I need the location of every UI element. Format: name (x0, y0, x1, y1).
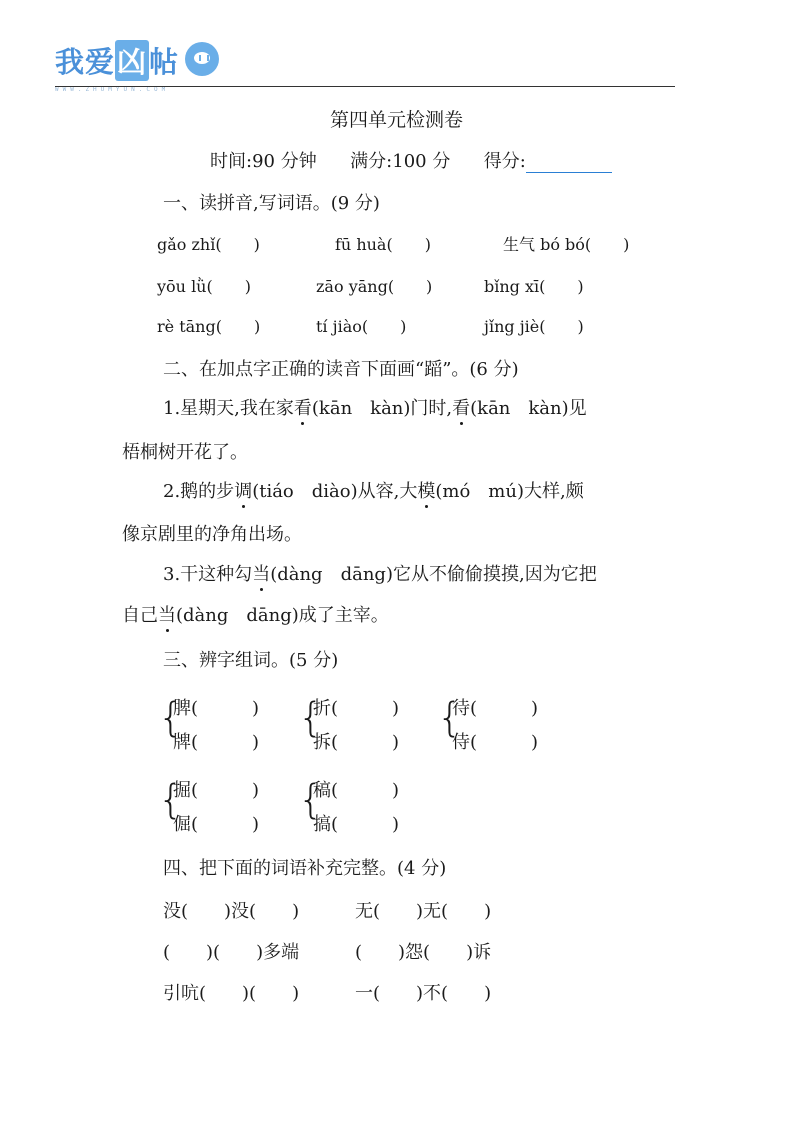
logo-text-c: 帖 (149, 45, 180, 79)
text: 2.鹅的步 (163, 481, 235, 502)
idiom-item: 没( )没( ) (163, 901, 300, 922)
char-group-item: 牌( ) (173, 732, 260, 753)
pinyin-item: rè tāng( ) (157, 317, 261, 336)
text: 自己 (122, 605, 158, 626)
pinyin-item: 生气 bó bó( ) (503, 235, 630, 254)
char-group-item: 折( ) (313, 698, 400, 719)
idiom-item: 一( )不( ) (355, 983, 492, 1004)
char-group-item: 掘( ) (173, 780, 260, 801)
char-group-item: 拆( ) (313, 732, 400, 753)
logo-text-b: 凶 (115, 40, 149, 81)
question-2-3-line-2 (122, 601, 389, 627)
char-group-item: 搞( ) (313, 814, 400, 835)
brace-icon: { (158, 777, 184, 823)
full-score-label: 满分:100 分 (350, 151, 451, 172)
exam-meta (210, 147, 612, 173)
idiom-item: 引吭( )( ) (163, 983, 300, 1004)
logo-url: WWW.ZHUMYUN.COM (55, 86, 170, 93)
text: (kān kàn)见 (470, 398, 587, 419)
header-divider (55, 86, 675, 87)
question-2-1-line-1 (163, 394, 587, 420)
dotted-char: 看 (452, 398, 471, 419)
pinyin-item: jǐng jiè( ) (484, 317, 584, 336)
brace-icon: { (298, 695, 324, 741)
text: 1.星期天,我在家 (163, 398, 294, 419)
pinyin-item: zāo yāng( ) (316, 277, 433, 296)
text: (tiáo diào)从容,大 (252, 481, 418, 502)
brace-icon: { (298, 777, 324, 823)
char-group-item: 待( ) (452, 698, 539, 719)
pinyin-item: gǎo zhǐ( ) (157, 235, 260, 254)
text: (mó mú)大样,颇 (435, 481, 584, 502)
logo-chat-icon (185, 42, 219, 76)
score-blank[interactable] (526, 152, 612, 173)
page-title: 第四单元检测卷 (329, 109, 463, 131)
section-2-heading: 二、在加点字正确的读音下面画“𨂻”。(6 分) (163, 359, 519, 380)
dotted-char: 看 (293, 398, 312, 419)
char-group-item: 脾( ) (173, 698, 260, 719)
dotted-char: 模 (417, 481, 436, 502)
question-2-3-line-1 (163, 560, 597, 586)
dotted-char: 调 (234, 481, 253, 502)
section-1-heading: 一、读拼音,写词语。(9 分) (163, 193, 380, 214)
pinyin-item: fū huà( ) (335, 235, 431, 254)
pinyin-item: tí jiào( ) (316, 317, 407, 336)
dotted-char: 当 (158, 605, 176, 626)
text: (dàng dāng)它从不偷偷摸摸,因为它把 (270, 564, 597, 585)
idiom-item: 无( )无( ) (355, 901, 492, 922)
brace-icon: { (437, 695, 463, 741)
section-4-heading: 四、把下面的词语补充完整。(4 分) (163, 858, 447, 879)
brace-icon: { (158, 695, 184, 741)
char-group-item: 倔( ) (173, 814, 260, 835)
question-2-2-line-2: 像京剧里的净角出场。 (122, 524, 302, 545)
pinyin-item: yōu lǜ( ) (157, 277, 251, 296)
dotted-char: 当 (252, 564, 271, 585)
pinyin-item: bǐng xī( ) (484, 277, 584, 296)
text: 3.干这种勾 (163, 564, 253, 585)
score-label: 得分: (483, 151, 526, 172)
text: (kān kàn)门时, (311, 398, 453, 419)
logo-text-a: 我爱 (55, 45, 116, 79)
logo (55, 40, 179, 81)
section-3-heading: 三、辨字组词。(5 分) (163, 650, 339, 671)
idiom-item: ( )怨( )诉 (355, 942, 492, 963)
question-2-1-line-2: 梧桐树开花了。 (122, 442, 248, 463)
char-group-item: 稿( ) (313, 780, 400, 801)
question-2-2-line-1 (163, 477, 584, 503)
time-label: 时间:90 分钟 (210, 151, 317, 172)
text: (dàng dāng)成了主宰。 (176, 605, 389, 626)
idiom-item: ( )( )多端 (163, 942, 300, 963)
char-group-item: 侍( ) (452, 732, 539, 753)
